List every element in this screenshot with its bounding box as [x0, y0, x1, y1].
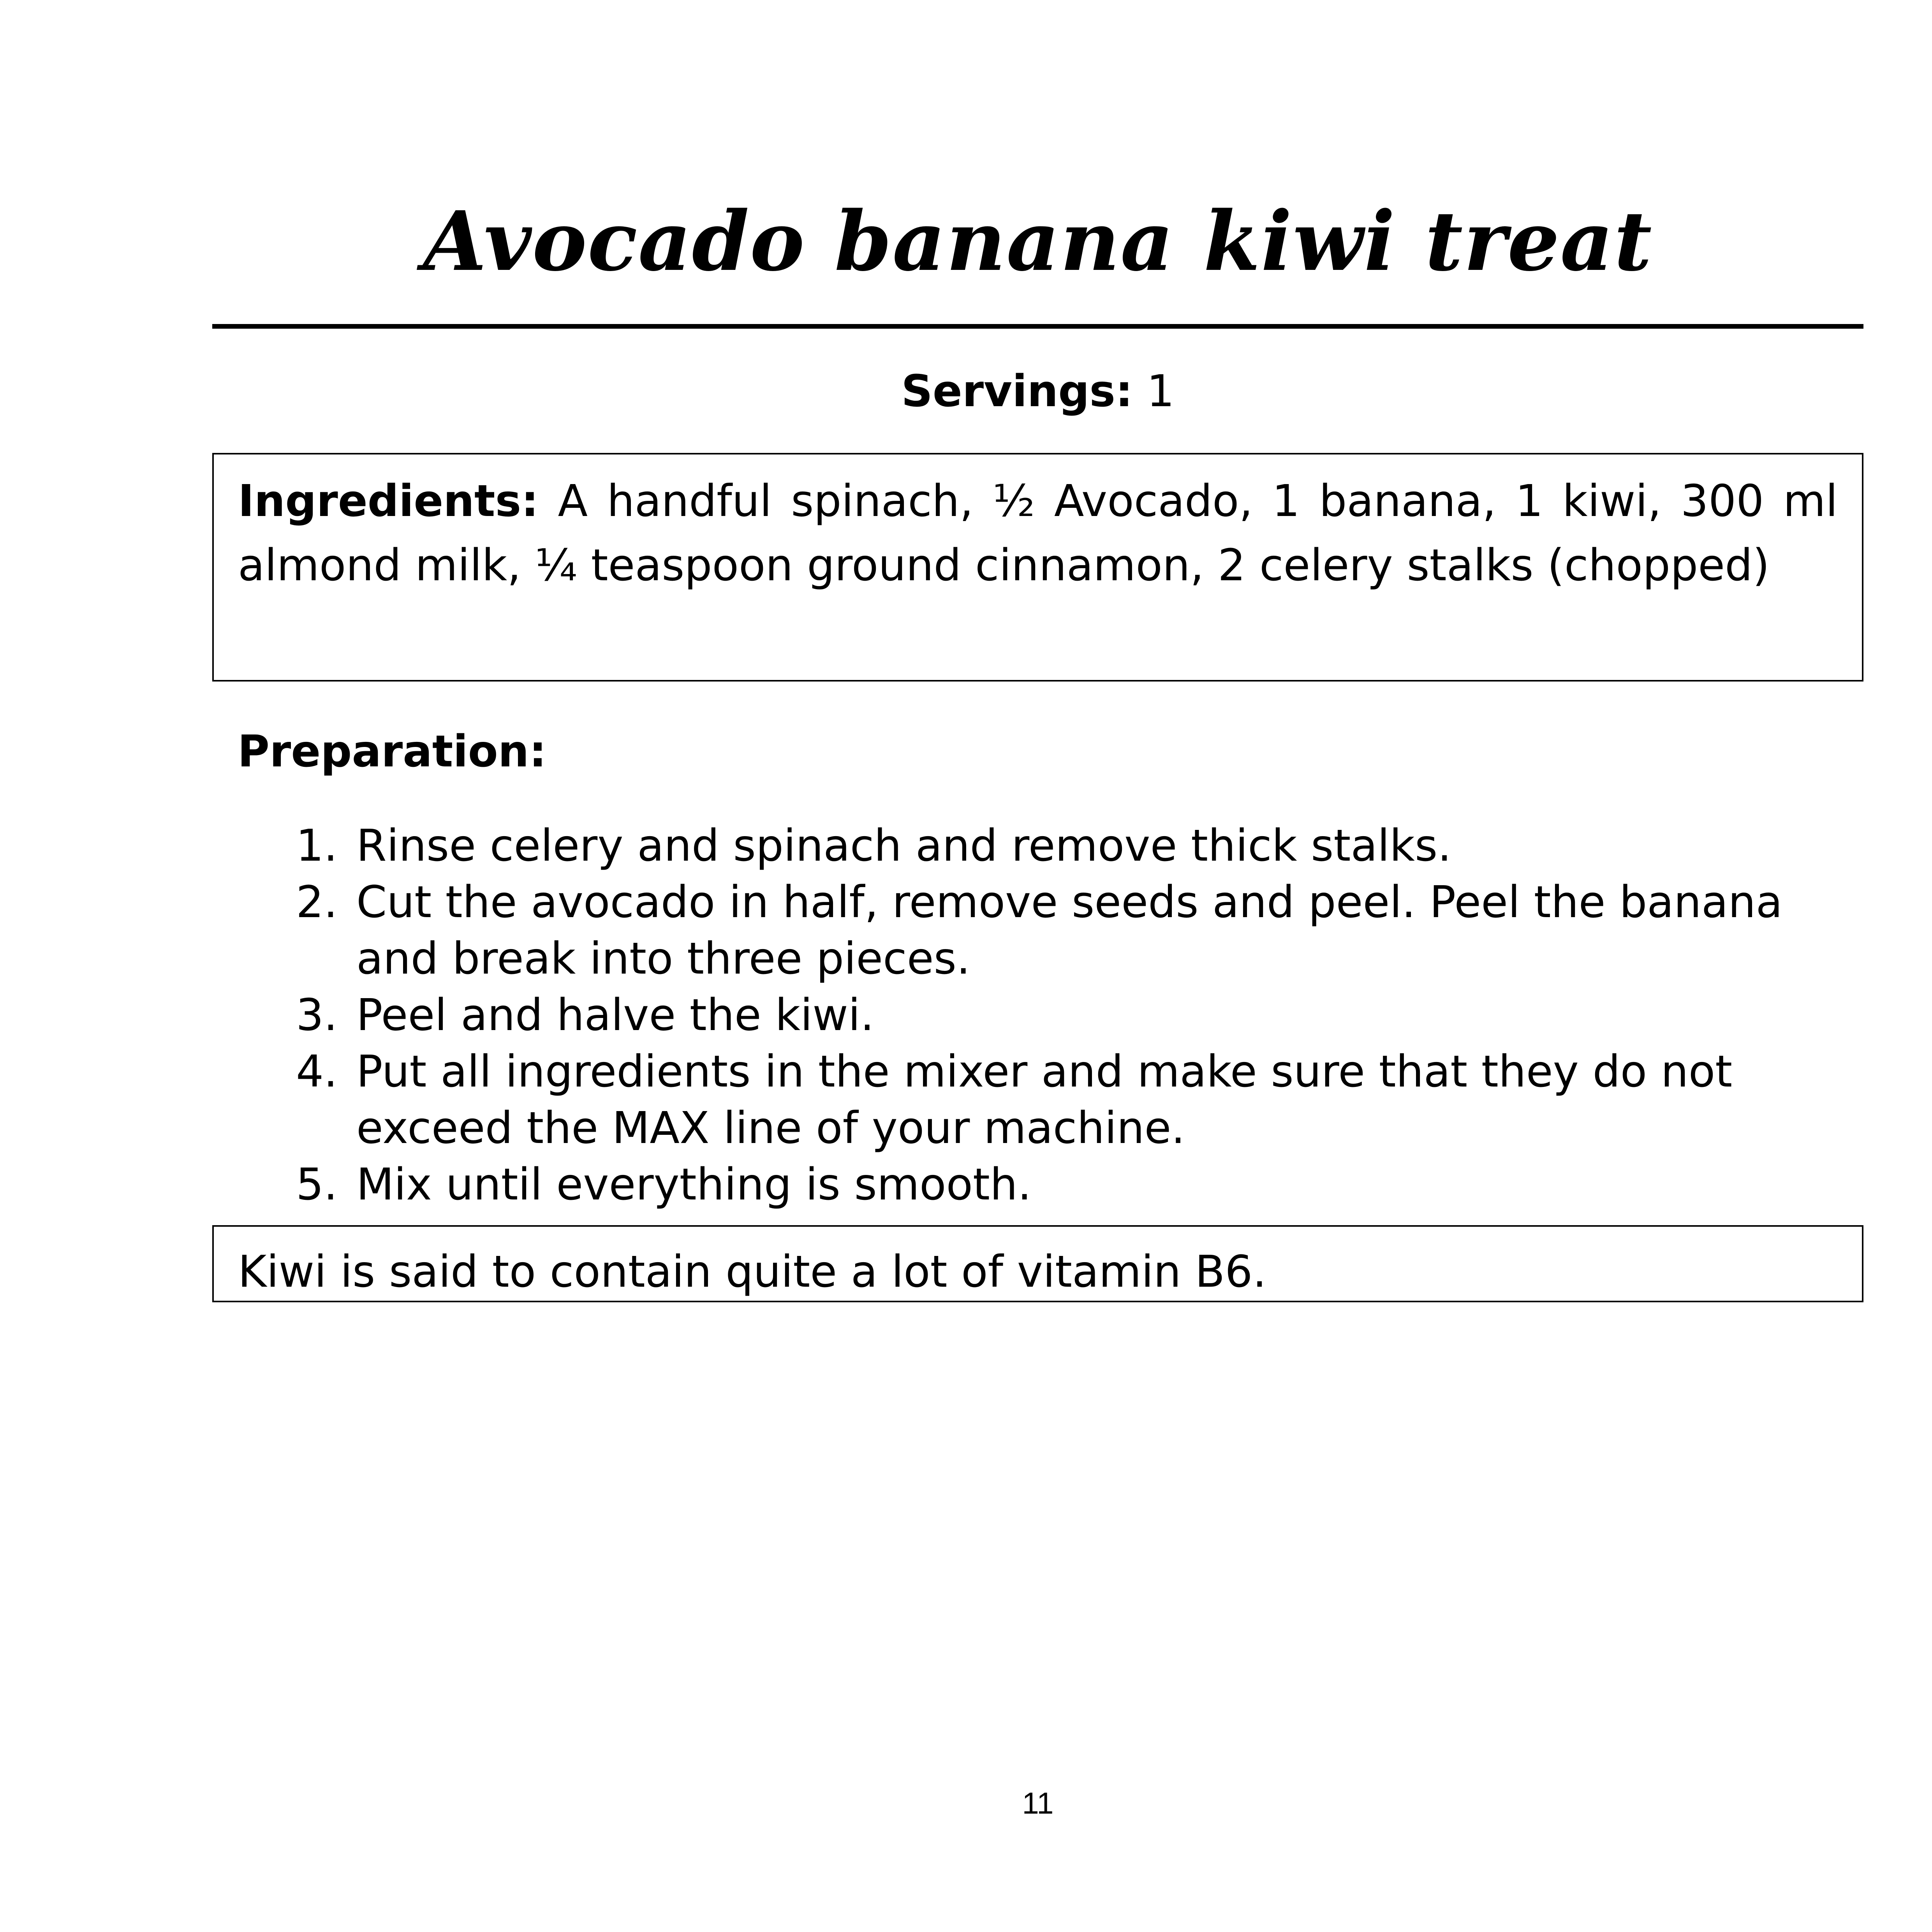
tip-box	[212, 1225, 1863, 1302]
ingredients-text: A handful spinach, ½ Avocado, 1 banana, 1 kiwi, 300 ml almond milk, ¼ teaspoon ground cinnamon, 2 celery stalks (chopped)	[238, 476, 1838, 591]
servings-value: 1	[1147, 366, 1175, 417]
preparation-steps	[238, 818, 1834, 1213]
preparation-heading: Preparation:	[238, 726, 547, 777]
recipe-title: Avocado banana kiwi treat	[423, 193, 1653, 289]
ingredients-box	[212, 453, 1863, 682]
step-number: 1.	[296, 821, 338, 871]
preparation-step	[238, 818, 1834, 874]
preparation-step	[238, 874, 1834, 987]
page-number: 11	[1022, 1786, 1054, 1820]
servings	[212, 364, 1863, 419]
step-text: Peel and halve the kiwi.	[356, 990, 874, 1041]
preparation-step	[238, 1044, 1834, 1157]
step-number: 5.	[296, 1159, 338, 1210]
step-number: 3.	[296, 990, 338, 1041]
step-text: Mix until everything is smooth.	[356, 1159, 1032, 1210]
step-number: 2.	[296, 877, 338, 928]
step-text: Cut the avocado in half, remove seeds and peel. Peel the banana and break into three pieces.	[356, 877, 1783, 984]
ingredients-label: Ingredients:	[238, 476, 539, 527]
title-divider	[212, 324, 1863, 329]
step-text: Put all ingredients in the mixer and make sure that they do not exceed the MAX line of your machine.	[356, 1046, 1733, 1154]
step-text: Rinse celery and spinach and remove thick stalks.	[356, 821, 1451, 871]
preparation-step	[238, 1157, 1834, 1213]
step-number: 4.	[296, 1046, 338, 1097]
tip-text: Kiwi is said to contain quite a lot of vitamin B6.	[238, 1247, 1267, 1297]
preparation-step	[238, 987, 1834, 1044]
servings-label: Servings:	[901, 366, 1133, 417]
